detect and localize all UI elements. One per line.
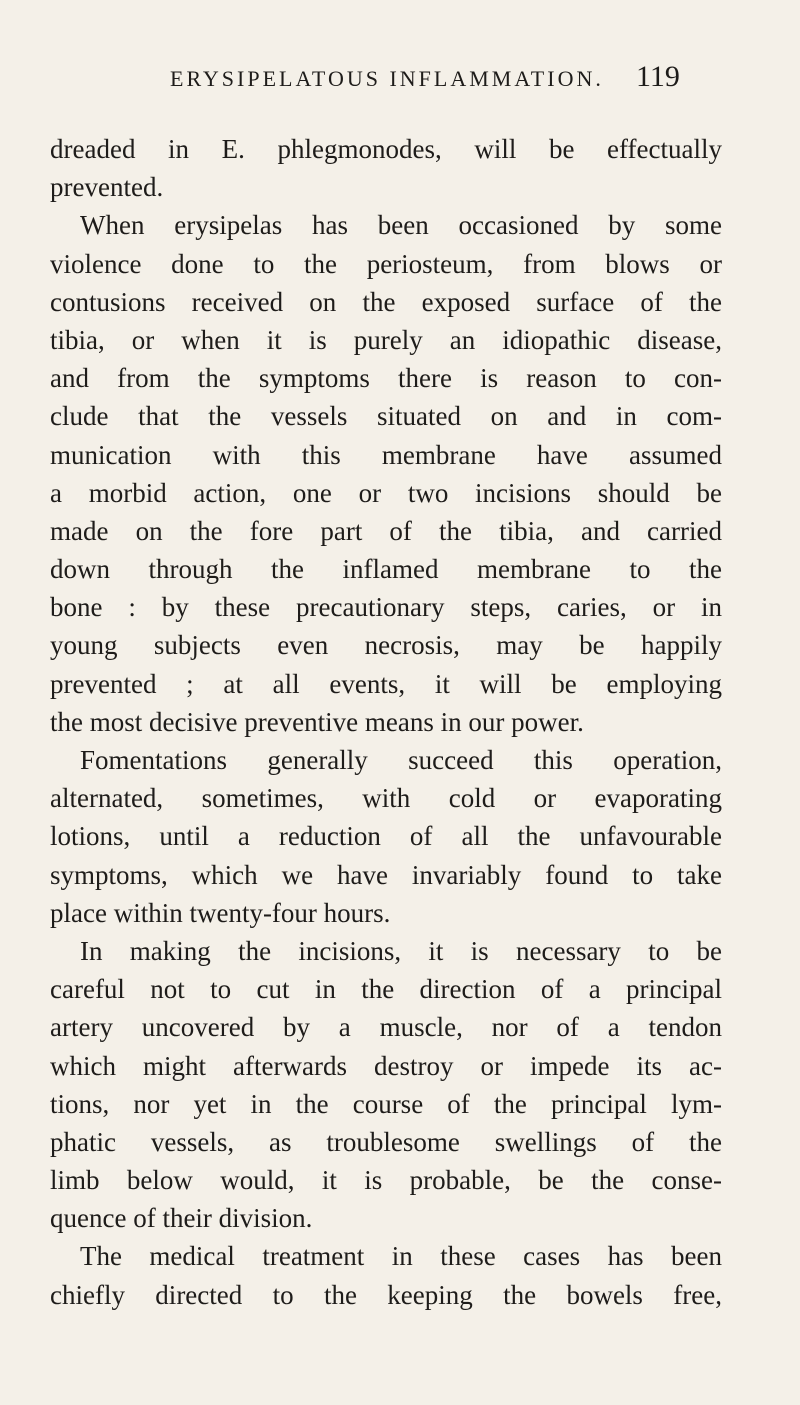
text-line: dreaded in E. phlegmonodes, will be effectually [50,134,722,164]
text-line: made on the fore part of the tibia, and carried [50,515,722,546]
text-line: violence done to the periosteum, from blows or [50,248,722,279]
text-line: prevented. [50,172,164,203]
page-number: 119 [636,60,680,93]
text-line: lotions, until a reduction of all the unfavourable [50,821,722,852]
text-line: chiefly directed to the keeping the bowels free, [50,1279,722,1310]
text-line: a morbid action, one or two incisions should be [50,477,722,508]
text-line: tions, nor yet in the course of the principal lym- [50,1088,722,1119]
text-line: bone : by these precautionary steps, caries, or in [50,592,722,623]
text-line: In making the incisions, it is necessary to be [80,935,722,966]
text-line: Fomentations generally succeed this operation, [80,745,722,775]
text-line: When erysipelas has been occasioned by some [80,210,722,241]
text-line: symptoms, which we have invariably found to take [50,859,722,890]
text-line: young subjects even necrosis, may be happily [50,630,722,661]
text-line: limb below would, it is probable, be the conse- [50,1165,722,1196]
text-line: tibia, or when it is purely an idiopathic disease, [50,324,722,355]
text-line: alternated, sometimes, with cold or evaporating [50,783,722,814]
text-line: prevented ; at all events, it will be employing [50,668,722,699]
text-line: quence of their division. [50,1203,313,1234]
text-line: phatic vessels, as troublesome swellings of the [50,1126,722,1157]
text-line: which might afterwards destroy or impede its ac- [50,1050,722,1081]
text-line: careful not to cut in the direction of a principal [50,974,722,1005]
text-line: munication with this membrane have assumed [50,439,722,470]
text-line: The medical treatment in these cases has been [80,1241,722,1272]
text-line: the most decisive preventive means in our power. [50,706,584,737]
text-line: artery uncovered by a muscle, nor of a tendon [50,1012,722,1043]
text-line: and from the symptoms there is reason to con- [50,363,722,394]
body-text [50,130,722,1314]
text-line: down through the inflamed membrane to the [50,554,722,585]
text-line: contusions received on the exposed surface of the [50,286,722,317]
running-title: ERYSIPELATOUS INFLAMMATION. [170,66,604,91]
text-line: clude that the vessels situated on and in com- [50,401,722,432]
text-line: place within twenty-four hours. [50,897,391,928]
